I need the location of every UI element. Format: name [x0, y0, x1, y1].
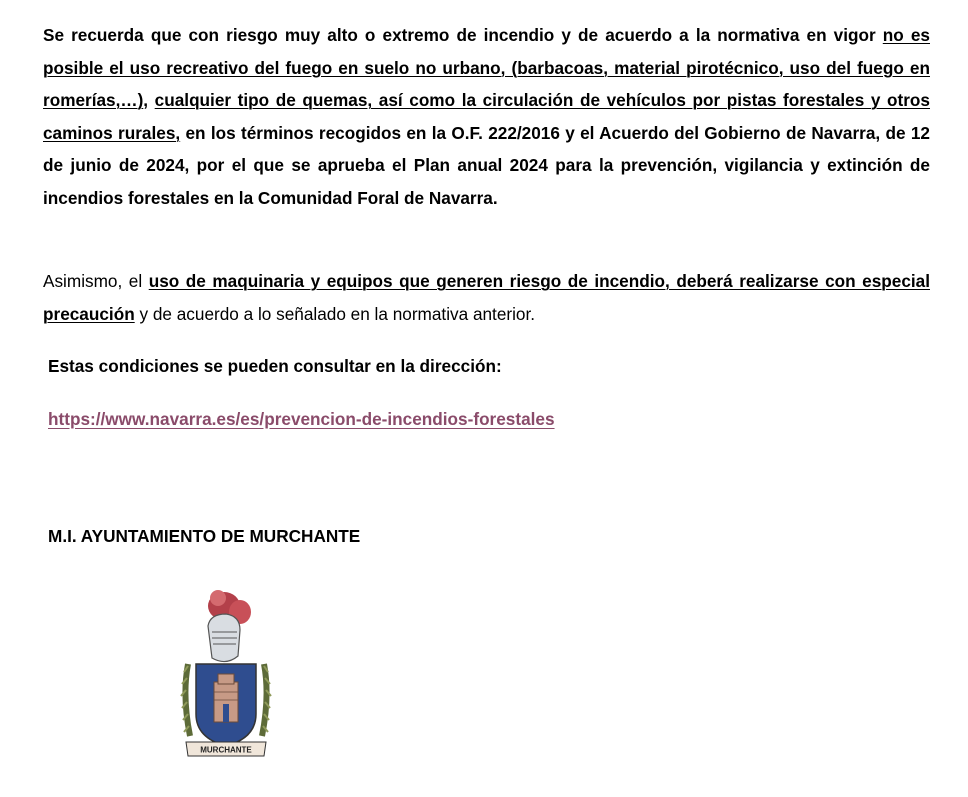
fire-warning-separator: , [143, 90, 155, 110]
fire-warning-intro: Se recuerda que con riesgo muy alto o extremo de incendio y de acuerdo a la normativa en vigor [43, 25, 883, 45]
burning-prohibition-text: cualquier tipo de quemas, así como la circulación de vehículos por pistas forestales y otros caminos rurales, [43, 90, 930, 143]
navarra-fire-prevention-link[interactable]: https://www.navarra.es/es/prevencion-de-incendios-forestales [48, 409, 555, 429]
machinery-closing-text: y de acuerdo a lo señalado en la normativa anterior. [134, 303, 536, 324]
machinery-paragraph [43, 265, 930, 330]
signer-name: M.I. AYUNTAMIENTO DE MURCHANTE [48, 526, 361, 546]
coat-of-arms-icon [180, 586, 272, 760]
machinery-intro: Asimismo, el [43, 271, 149, 291]
regulation-reference-text: en los términos recogidos en la O.F. 222/2016 y el Acuerdo del Gobierno de Navarra, de 12 de junio de 2024, por el que se aprueba el Plan anual 2024 para la prevención, vigilancia y extinción de incendios forestales en la Comunidad Foral de Navarra. [43, 122, 930, 208]
fire-warning-paragraph [43, 19, 930, 214]
consult-heading: Estas condiciones se pueden consultar en la dirección: [48, 356, 502, 376]
crest-scroll-label: MURCHANTE [200, 745, 252, 755]
fire-prohibition-text: no es posible el uso recreativo del fuego en suelo no urbano, (barbacoas, material pirotécnico, uso del fuego en romerías,…) [43, 25, 930, 110]
machinery-caution-text: uso de maquinaria y equipos que generen riesgo de incendio, deberá realizarse con especial precaución [43, 271, 930, 324]
